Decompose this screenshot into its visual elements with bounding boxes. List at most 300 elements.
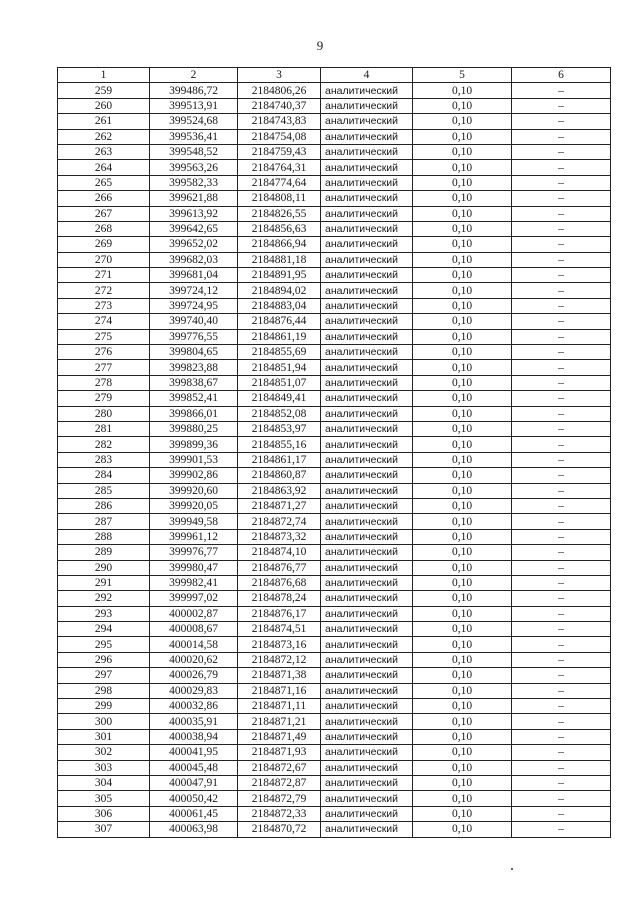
coordinate-y: 2184863,92 xyxy=(238,483,321,498)
coordinate-y: 2184871,38 xyxy=(238,668,321,683)
coordinate-x: 399920,60 xyxy=(150,483,238,498)
coordinate-x: 400047,91 xyxy=(150,775,238,790)
table-row xyxy=(58,637,611,652)
method-cell: аналитический xyxy=(321,575,413,590)
method-cell: аналитический xyxy=(321,498,413,513)
point-number: 300 xyxy=(58,714,150,729)
method-cell: аналитический xyxy=(321,252,413,267)
point-number: 293 xyxy=(58,606,150,621)
accuracy-cell: 0,10 xyxy=(413,575,512,590)
method-cell: аналитический xyxy=(321,560,413,575)
table-row xyxy=(58,591,611,606)
accuracy-cell: 0,10 xyxy=(413,268,512,283)
coordinate-y: 2184861,19 xyxy=(238,329,321,344)
table-row xyxy=(58,221,611,236)
point-number: 286 xyxy=(58,498,150,513)
coordinate-x: 399524,68 xyxy=(150,114,238,129)
point-number: 276 xyxy=(58,345,150,360)
note-cell: – xyxy=(512,637,611,652)
method-cell: аналитический xyxy=(321,591,413,606)
coordinate-x: 400063,98 xyxy=(150,822,238,837)
coordinate-y: 2184876,44 xyxy=(238,314,321,329)
note-cell: – xyxy=(512,283,611,298)
accuracy-cell: 0,10 xyxy=(413,622,512,637)
coordinate-y: 2184871,11 xyxy=(238,699,321,714)
method-cell: аналитический xyxy=(321,144,413,159)
note-cell: – xyxy=(512,699,611,714)
accuracy-cell: 0,10 xyxy=(413,345,512,360)
coordinate-x: 399642,65 xyxy=(150,221,238,236)
table-row xyxy=(58,606,611,621)
method-cell: аналитический xyxy=(321,622,413,637)
coordinate-y: 2184826,55 xyxy=(238,206,321,221)
method-cell: аналитический xyxy=(321,668,413,683)
method-cell: аналитический xyxy=(321,791,413,806)
coordinate-x: 399621,88 xyxy=(150,191,238,206)
coordinate-x: 399682,03 xyxy=(150,252,238,267)
coordinate-y: 2184764,31 xyxy=(238,160,321,175)
coordinate-x: 400041,95 xyxy=(150,745,238,760)
method-cell: аналитический xyxy=(321,452,413,467)
table-row xyxy=(58,822,611,837)
coordinate-y: 2184851,94 xyxy=(238,360,321,375)
note-cell: – xyxy=(512,160,611,175)
accuracy-cell: 0,10 xyxy=(413,822,512,837)
method-cell: аналитический xyxy=(321,221,413,236)
coordinate-y: 2184871,27 xyxy=(238,498,321,513)
point-number: 272 xyxy=(58,283,150,298)
table-row xyxy=(58,144,611,159)
coordinate-y: 2184754,08 xyxy=(238,129,321,144)
table-row xyxy=(58,237,611,252)
coordinate-x: 400002,87 xyxy=(150,606,238,621)
coordinate-y: 2184883,04 xyxy=(238,298,321,313)
table-row xyxy=(58,468,611,483)
table-row xyxy=(58,175,611,190)
coordinate-y: 2184894,02 xyxy=(238,283,321,298)
coordinate-x: 399976,77 xyxy=(150,545,238,560)
method-cell: аналитический xyxy=(321,745,413,760)
note-cell: – xyxy=(512,221,611,236)
method-cell: аналитический xyxy=(321,637,413,652)
coordinate-x: 399920,05 xyxy=(150,498,238,513)
table-row xyxy=(58,699,611,714)
note-cell: – xyxy=(512,175,611,190)
coordinate-y: 2184878,24 xyxy=(238,591,321,606)
point-number: 261 xyxy=(58,114,150,129)
note-cell: – xyxy=(512,252,611,267)
accuracy-cell: 0,10 xyxy=(413,252,512,267)
accuracy-cell: 0,10 xyxy=(413,160,512,175)
accuracy-cell: 0,10 xyxy=(413,560,512,575)
point-number: 285 xyxy=(58,483,150,498)
note-cell: – xyxy=(512,652,611,667)
method-cell: аналитический xyxy=(321,822,413,837)
note-cell: – xyxy=(512,314,611,329)
method-cell: аналитический xyxy=(321,160,413,175)
coordinate-x: 399652,02 xyxy=(150,237,238,252)
coordinate-x: 399582,33 xyxy=(150,175,238,190)
point-number: 269 xyxy=(58,237,150,252)
note-cell: – xyxy=(512,683,611,698)
accuracy-cell: 0,10 xyxy=(413,545,512,560)
method-cell: аналитический xyxy=(321,98,413,113)
coordinate-y: 2184855,69 xyxy=(238,345,321,360)
accuracy-cell: 0,10 xyxy=(413,314,512,329)
coordinate-y: 2184872,87 xyxy=(238,775,321,790)
coordinate-y: 2184874,10 xyxy=(238,545,321,560)
coordinate-x: 399997,02 xyxy=(150,591,238,606)
point-number: 279 xyxy=(58,391,150,406)
accuracy-cell: 0,10 xyxy=(413,483,512,498)
method-cell: аналитический xyxy=(321,421,413,436)
note-cell: – xyxy=(512,360,611,375)
column-header-3: 3 xyxy=(238,68,321,83)
coordinate-y: 2184871,16 xyxy=(238,683,321,698)
point-number: 282 xyxy=(58,437,150,452)
point-number: 273 xyxy=(58,298,150,313)
coordinate-x: 400020,62 xyxy=(150,652,238,667)
table-row xyxy=(58,191,611,206)
table-row xyxy=(58,283,611,298)
point-number: 298 xyxy=(58,683,150,698)
point-number: 301 xyxy=(58,729,150,744)
accuracy-cell: 0,10 xyxy=(413,437,512,452)
note-cell: – xyxy=(512,622,611,637)
coordinate-y: 2184876,68 xyxy=(238,575,321,590)
method-cell: аналитический xyxy=(321,760,413,775)
note-cell: – xyxy=(512,606,611,621)
coordinate-y: 2184872,74 xyxy=(238,514,321,529)
coordinate-x: 399724,95 xyxy=(150,298,238,313)
accuracy-cell: 0,10 xyxy=(413,421,512,436)
coordinate-x: 399513,91 xyxy=(150,98,238,113)
table-row xyxy=(58,668,611,683)
point-number: 267 xyxy=(58,206,150,221)
point-number: 274 xyxy=(58,314,150,329)
coordinate-y: 2184873,32 xyxy=(238,529,321,544)
coordinate-y: 2184871,93 xyxy=(238,745,321,760)
table-row xyxy=(58,268,611,283)
coordinate-x: 399949,58 xyxy=(150,514,238,529)
column-header-5: 5 xyxy=(413,68,512,83)
table-row xyxy=(58,514,611,529)
table-row xyxy=(58,314,611,329)
table-row xyxy=(58,545,611,560)
point-number: 289 xyxy=(58,545,150,560)
table-row xyxy=(58,298,611,313)
point-number: 296 xyxy=(58,652,150,667)
accuracy-cell: 0,10 xyxy=(413,114,512,129)
coordinate-x: 399536,41 xyxy=(150,129,238,144)
accuracy-cell: 0,10 xyxy=(413,529,512,544)
note-cell: – xyxy=(512,745,611,760)
coordinate-y: 2184873,16 xyxy=(238,637,321,652)
page-number: 9 xyxy=(316,38,324,53)
point-number: 294 xyxy=(58,622,150,637)
coordinate-x: 399724,12 xyxy=(150,283,238,298)
method-cell: аналитический xyxy=(321,729,413,744)
coordinate-y: 2184808,11 xyxy=(238,191,321,206)
table-row xyxy=(58,652,611,667)
point-number: 265 xyxy=(58,175,150,190)
point-number: 306 xyxy=(58,806,150,821)
method-cell: аналитический xyxy=(321,529,413,544)
method-cell: аналитический xyxy=(321,83,413,98)
note-cell: – xyxy=(512,129,611,144)
coordinate-x: 399902,86 xyxy=(150,468,238,483)
accuracy-cell: 0,10 xyxy=(413,221,512,236)
coordinate-y: 2184759,43 xyxy=(238,144,321,159)
accuracy-cell: 0,10 xyxy=(413,375,512,390)
table-row xyxy=(58,391,611,406)
coordinate-x: 399838,67 xyxy=(150,375,238,390)
coordinate-x: 399563,26 xyxy=(150,160,238,175)
point-number: 259 xyxy=(58,83,150,98)
point-number: 263 xyxy=(58,144,150,159)
accuracy-cell: 0,10 xyxy=(413,329,512,344)
method-cell: аналитический xyxy=(321,437,413,452)
note-cell: – xyxy=(512,775,611,790)
accuracy-cell: 0,10 xyxy=(413,144,512,159)
coordinate-x: 399613,92 xyxy=(150,206,238,221)
point-number: 295 xyxy=(58,637,150,652)
coordinate-x: 400026,79 xyxy=(150,668,238,683)
accuracy-cell: 0,10 xyxy=(413,668,512,683)
table-row xyxy=(58,252,611,267)
coordinate-y: 2184852,08 xyxy=(238,406,321,421)
coordinate-y: 2184853,97 xyxy=(238,421,321,436)
coordinate-x: 400029,83 xyxy=(150,683,238,698)
method-cell: аналитический xyxy=(321,775,413,790)
table-row xyxy=(58,406,611,421)
column-header-2: 2 xyxy=(150,68,238,83)
coordinate-x: 400038,94 xyxy=(150,729,238,744)
accuracy-cell: 0,10 xyxy=(413,791,512,806)
coordinate-y: 2184872,67 xyxy=(238,760,321,775)
coordinate-y: 2184806,26 xyxy=(238,83,321,98)
table-row xyxy=(58,560,611,575)
method-cell: аналитический xyxy=(321,329,413,344)
table-row xyxy=(58,375,611,390)
point-number: 288 xyxy=(58,529,150,544)
accuracy-cell: 0,10 xyxy=(413,391,512,406)
column-header-1: 1 xyxy=(58,68,150,83)
point-number: 303 xyxy=(58,760,150,775)
note-cell: – xyxy=(512,421,611,436)
method-cell: аналитический xyxy=(321,268,413,283)
coordinate-x: 399548,52 xyxy=(150,144,238,159)
table-row xyxy=(58,729,611,744)
coordinate-y: 2184871,21 xyxy=(238,714,321,729)
note-cell: – xyxy=(512,791,611,806)
accuracy-cell: 0,10 xyxy=(413,360,512,375)
point-number: 260 xyxy=(58,98,150,113)
accuracy-cell: 0,10 xyxy=(413,206,512,221)
table-header-row xyxy=(58,68,611,83)
point-number: 281 xyxy=(58,421,150,436)
coordinate-y: 2184876,77 xyxy=(238,560,321,575)
coordinate-x: 399823,88 xyxy=(150,360,238,375)
accuracy-cell: 0,10 xyxy=(413,283,512,298)
coordinate-x: 400032,86 xyxy=(150,699,238,714)
point-number: 292 xyxy=(58,591,150,606)
note-cell: – xyxy=(512,483,611,498)
coordinate-x: 399901,53 xyxy=(150,452,238,467)
coordinate-x: 399776,55 xyxy=(150,329,238,344)
method-cell: аналитический xyxy=(321,283,413,298)
accuracy-cell: 0,10 xyxy=(413,237,512,252)
point-number: 277 xyxy=(58,360,150,375)
coordinate-x: 399866,01 xyxy=(150,406,238,421)
table-row xyxy=(58,329,611,344)
method-cell: аналитический xyxy=(321,483,413,498)
note-cell: – xyxy=(512,729,611,744)
point-number: 305 xyxy=(58,791,150,806)
accuracy-cell: 0,10 xyxy=(413,498,512,513)
note-cell: – xyxy=(512,822,611,837)
point-number: 284 xyxy=(58,468,150,483)
accuracy-cell: 0,10 xyxy=(413,652,512,667)
accuracy-cell: 0,10 xyxy=(413,729,512,744)
method-cell: аналитический xyxy=(321,406,413,421)
note-cell: – xyxy=(512,206,611,221)
table-row xyxy=(58,529,611,544)
coordinate-x: 399880,25 xyxy=(150,421,238,436)
accuracy-cell: 0,10 xyxy=(413,699,512,714)
method-cell: аналитический xyxy=(321,314,413,329)
point-number: 278 xyxy=(58,375,150,390)
coordinate-y: 2184860,87 xyxy=(238,468,321,483)
coordinate-x: 400008,67 xyxy=(150,622,238,637)
note-cell: – xyxy=(512,529,611,544)
point-number: 299 xyxy=(58,699,150,714)
table-row xyxy=(58,160,611,175)
accuracy-cell: 0,10 xyxy=(413,806,512,821)
note-cell: – xyxy=(512,329,611,344)
accuracy-cell: 0,10 xyxy=(413,591,512,606)
page-speck xyxy=(511,868,513,870)
table-row xyxy=(58,806,611,821)
table-row xyxy=(58,129,611,144)
point-number: 297 xyxy=(58,668,150,683)
table-row xyxy=(58,452,611,467)
coordinate-y: 2184743,83 xyxy=(238,114,321,129)
method-cell: аналитический xyxy=(321,298,413,313)
table-row xyxy=(58,760,611,775)
note-cell: – xyxy=(512,83,611,98)
table-row xyxy=(58,745,611,760)
table-row xyxy=(58,98,611,113)
note-cell: – xyxy=(512,191,611,206)
method-cell: аналитический xyxy=(321,683,413,698)
accuracy-cell: 0,10 xyxy=(413,83,512,98)
table-row xyxy=(58,206,611,221)
note-cell: – xyxy=(512,406,611,421)
coordinate-y: 2184856,63 xyxy=(238,221,321,236)
method-cell: аналитический xyxy=(321,175,413,190)
table-row xyxy=(58,683,611,698)
note-cell: – xyxy=(512,144,611,159)
method-cell: аналитический xyxy=(321,514,413,529)
column-header-4: 4 xyxy=(321,68,413,83)
table-row xyxy=(58,791,611,806)
coordinate-y: 2184870,72 xyxy=(238,822,321,837)
method-cell: аналитический xyxy=(321,652,413,667)
method-cell: аналитический xyxy=(321,191,413,206)
point-number: 262 xyxy=(58,129,150,144)
coordinate-y: 2184881,18 xyxy=(238,252,321,267)
coordinate-y: 2184866,94 xyxy=(238,237,321,252)
note-cell: – xyxy=(512,98,611,113)
table-row xyxy=(58,775,611,790)
table-row xyxy=(58,114,611,129)
note-cell: – xyxy=(512,668,611,683)
coordinate-y: 2184740,37 xyxy=(238,98,321,113)
accuracy-cell: 0,10 xyxy=(413,760,512,775)
table-row xyxy=(58,437,611,452)
coordinate-x: 399980,47 xyxy=(150,560,238,575)
note-cell: – xyxy=(512,298,611,313)
note-cell: – xyxy=(512,545,611,560)
coordinate-x: 399681,04 xyxy=(150,268,238,283)
note-cell: – xyxy=(512,498,611,513)
point-number: 291 xyxy=(58,575,150,590)
coordinate-x: 399982,41 xyxy=(150,575,238,590)
point-number: 304 xyxy=(58,775,150,790)
point-number: 264 xyxy=(58,160,150,175)
coordinate-x: 400050,42 xyxy=(150,791,238,806)
point-number: 283 xyxy=(58,452,150,467)
table-row xyxy=(58,345,611,360)
coordinate-y: 2184861,17 xyxy=(238,452,321,467)
method-cell: аналитический xyxy=(321,699,413,714)
accuracy-cell: 0,10 xyxy=(413,775,512,790)
table-row xyxy=(58,714,611,729)
note-cell: – xyxy=(512,237,611,252)
coordinate-x: 400045,48 xyxy=(150,760,238,775)
note-cell: – xyxy=(512,575,611,590)
coordinate-x: 399740,40 xyxy=(150,314,238,329)
accuracy-cell: 0,10 xyxy=(413,298,512,313)
coordinate-y: 2184872,12 xyxy=(238,652,321,667)
point-number: 287 xyxy=(58,514,150,529)
table-row xyxy=(58,421,611,436)
note-cell: – xyxy=(512,375,611,390)
method-cell: аналитический xyxy=(321,375,413,390)
note-cell: – xyxy=(512,760,611,775)
method-cell: аналитический xyxy=(321,714,413,729)
method-cell: аналитический xyxy=(321,206,413,221)
table-row xyxy=(58,498,611,513)
method-cell: аналитический xyxy=(321,468,413,483)
table-row xyxy=(58,483,611,498)
accuracy-cell: 0,10 xyxy=(413,468,512,483)
note-cell: – xyxy=(512,806,611,821)
point-number: 280 xyxy=(58,406,150,421)
point-number: 266 xyxy=(58,191,150,206)
method-cell: аналитический xyxy=(321,545,413,560)
accuracy-cell: 0,10 xyxy=(413,606,512,621)
coordinate-x: 400061,45 xyxy=(150,806,238,821)
method-cell: аналитический xyxy=(321,345,413,360)
table-row xyxy=(58,83,611,98)
method-cell: аналитический xyxy=(321,237,413,252)
coordinate-x: 400014,58 xyxy=(150,637,238,652)
coordinates-table xyxy=(57,67,611,838)
method-cell: аналитический xyxy=(321,806,413,821)
accuracy-cell: 0,10 xyxy=(413,452,512,467)
